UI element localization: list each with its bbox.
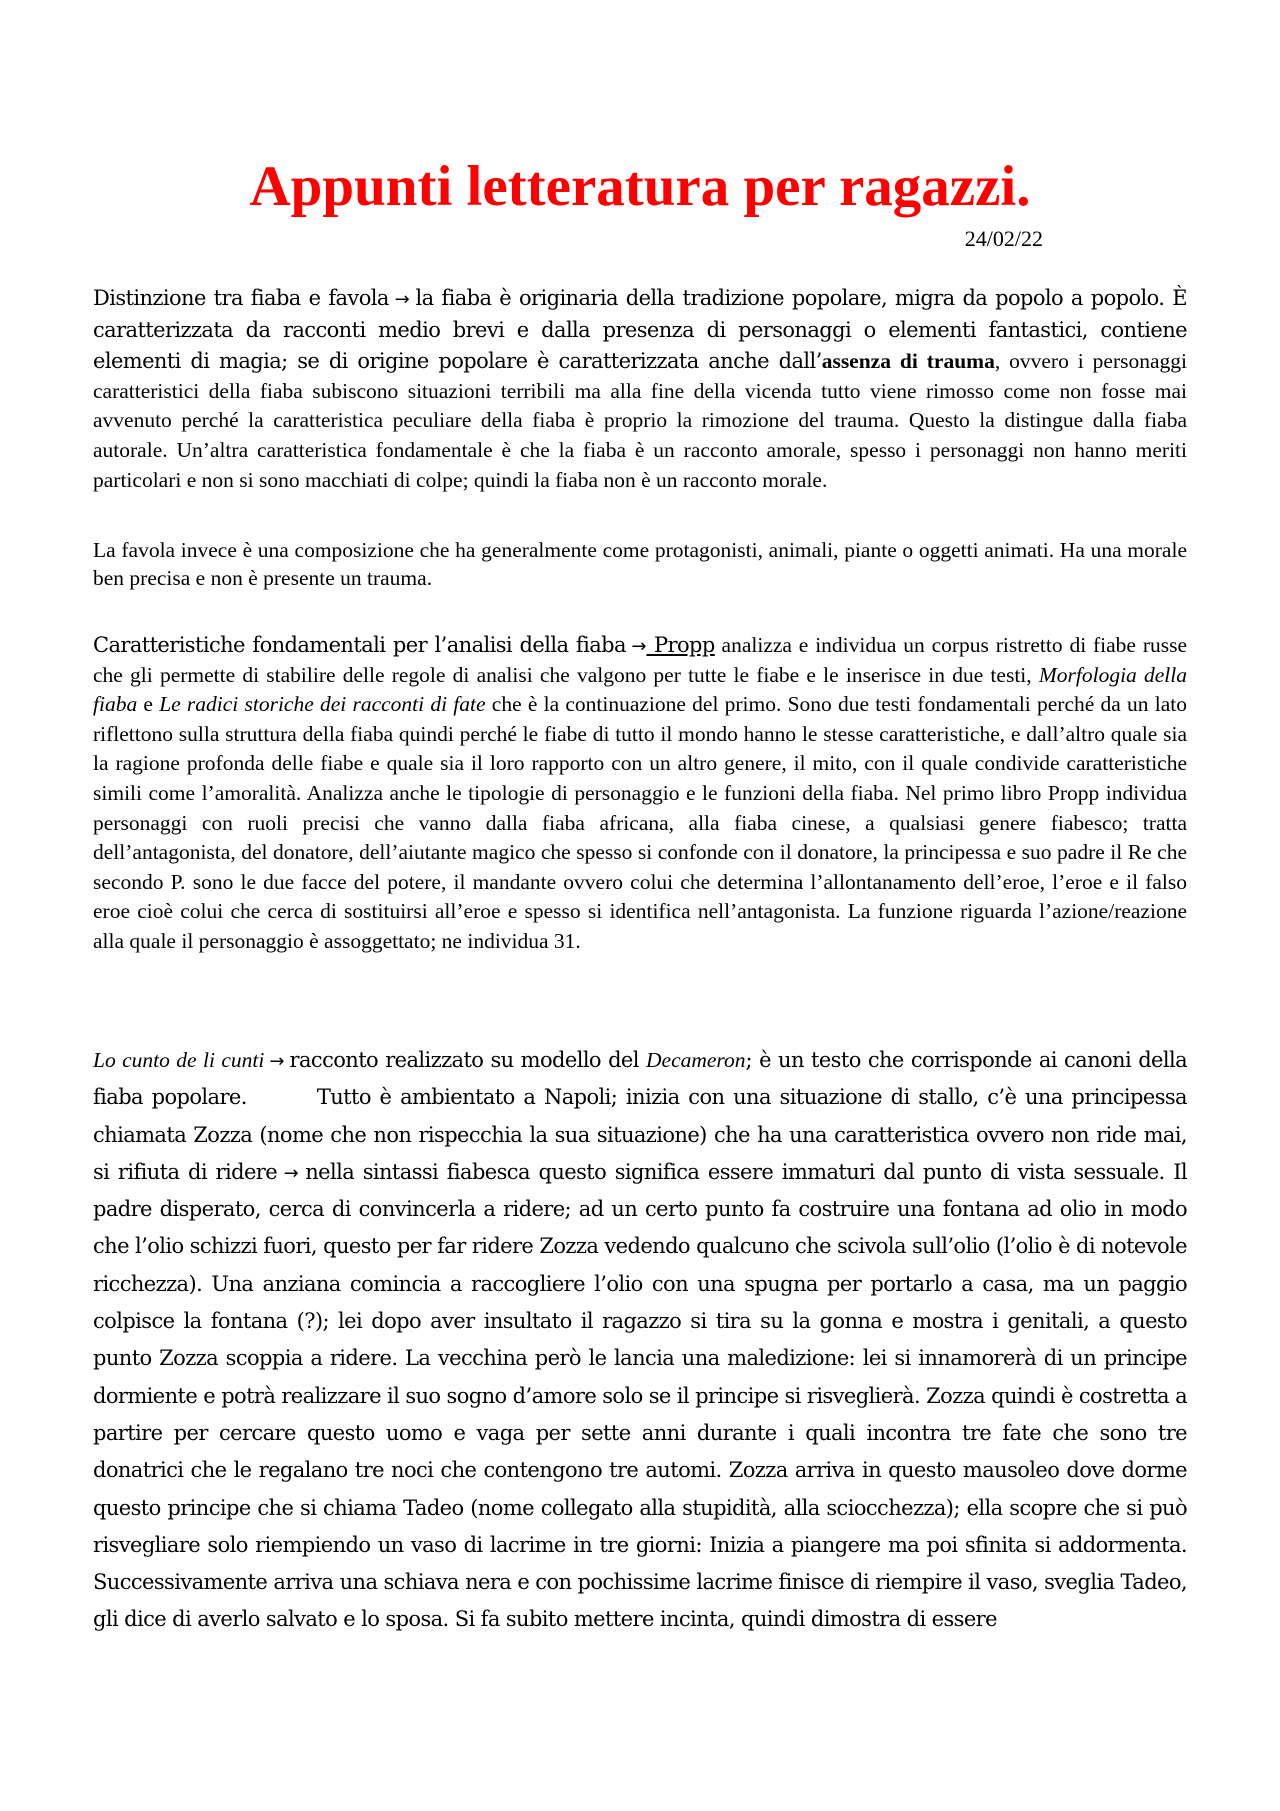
text-run: Tutto è ambientato a Napoli; inizia con una situazione di stallo, c’è una principessa chiamata Zozza (nome che non rispecchia la sua situazione) che ha una caratteristica ovvero non ride mai, si rifiuta di ridere — [93, 1085, 1187, 1184]
text-run: Caratteristiche fondamentali per l’analisi della fiaba — [93, 633, 626, 657]
arrow-icon: → — [394, 289, 410, 310]
bold-term: assenza di trauma — [821, 349, 995, 374]
book-title: Le radici storiche dei racconti di fate — [159, 692, 486, 717]
page-title: Appunti letteratura per ragazzi. — [249, 155, 1031, 218]
text-run: che è la continuazione del primo. Sono due testi fondamentali perché da un lato riflettono sulla struttura della fiaba quindi perché le fiabe di tutto il mondo hanno le stesse caratteristiche, e dall’altro quale sia la ragione profonda delle fiabe e quale sia il loro rapporto con un altro genere, il mito, con il quale condivide caratteristiche simili come l’amoralità. Analizza anche le tipologie di personaggio e le funzioni della fiaba. Nel primo libro Propp individua personaggi con ruoli precisi che vanno dalla fiaba africana, alla fiaba cinese, a qualsiasi genere fiabesco; tratta dell’antagonista, del donatore, dell’aiutante magico che spesso si confonde con il donatore, la principessa e suo padre il Re che secondo P. sono le due facce del potere, il mandante ovvero colui che determina l’allontanamento dell’eroe, l’eroe e il falso eroe cioè colui che cerca di sostituirsi all’eroe e spesso si identifica nell’antagonista. La funzione riguarda l’azione/reazione alla quale il personaggio è assoggettato; ne individua 31. — [93, 692, 1187, 953]
text-run: la fiaba è originaria della tradizione popolare, migra da popolo a popolo. È caratterizzata da racconti medio brevi e dalla presenza di personaggi o elementi fantastici, contiene elementi di magia; se di origine popolare è caratterizzata anche dall’ — [93, 286, 1187, 374]
book-title: Decameron — [646, 1048, 746, 1072]
paragraph-cunto — [93, 1043, 1187, 1640]
book-title: Morfologia della fiaba — [93, 662, 1187, 717]
date-label: 24/02/22 — [964, 226, 1043, 251]
text-run: analizza e individua un corpus ristretto di fiabe russe che gli permette di stabilire delle regole di analisi che valgono per tutte le fiabe e le inserisce in due testi, — [93, 633, 1188, 687]
paragraph-propp — [93, 632, 1187, 958]
text-run: ; è un testo che corrisponde ai canoni della fiaba popolare. — [93, 1048, 1188, 1110]
text-run: e — [137, 692, 160, 717]
text-run: nella sintassi fiabesca questo significa essere immaturi dal punto di vista sessuale. Il padre disperato, cerca di convincerla a ridere; ad un certo punto fa costruire una fontana ad olio in modo che l’olio schizzi fuori, questo per far ridere Zozza vedendo qualcuno che scivola sull’olio (l’olio è di notevole ricchezza). Una anziana comincia a raccogliere l’olio con una spugna per portarlo a casa, ma un paggio colpisce la fontana (?); lei dopo aver insultato il ragazzo si tira su la gonna e mostra i genitali, a questo punto Zozza scoppia a ridere. La vecchina però le lancia una maledizione: lei si innamorerà di un principe dormiente e potrà realizzare il suo sogno d’amore solo se il principe si risveglierà. Zozza quindi è costretta a partire per cercare questo uomo e vaga per sette anni durante i quali incontra tre fate che sono tre donatrici che le regalano tre noci che contengono tre automi. Zozza arriva in questo mausoleo dove dorme questo principe che si chiama Tadeo (nome collegato alla stupidità, alla sciocchezza); ella scopre che si può risvegliare solo riempiendo un vaso di lacrime in tre giorni: Inizia a piangere ma poi sfinita si addormenta. Successivamente arriva una schiava nera e con pochissime lacrime finisce di riempire il vaso, sveglia Tadeo, gli dice di averlo salvato e lo sposa. Si fa subito mettere incinta, quindi dimostra di essere — [93, 1159, 1188, 1632]
book-title: Lo cunto de li cunti — [93, 1048, 265, 1072]
paragraph-favola — [93, 537, 1187, 592]
arrow-icon: → — [631, 636, 647, 657]
arrow-icon: → — [269, 1051, 285, 1072]
text-run: Distinzione tra fiaba e favola — [93, 286, 389, 310]
paragraph-text — [93, 632, 1187, 958]
text-run: racconto realizzato su modello del — [289, 1048, 646, 1072]
paragraph-fiaba-favola — [93, 283, 1187, 496]
propp-link[interactable]: Propp — [646, 633, 715, 657]
paragraph-text — [93, 283, 1187, 496]
arrow-icon: → — [283, 1162, 299, 1184]
text-run: , ovvero i personaggi caratteristici della fiaba subiscono situazioni terribili ma alla fine della vicenda tutto viene rimosso come non fosse mai avvenuto perché la caratteristica peculiare della fiaba è proprio la rimozione del trauma. Questo la distingue dalla fiaba autorale. Un’altra caratteristica fondamentale è che la fiaba è un racconto amorale, spesso i personaggi non hanno meriti particolari e non si sono macchiati di colpe; quindi la fiaba non è un racconto morale. — [93, 349, 1187, 492]
paragraph-text: La favola invece è una composizione che ha generalmente come protagonisti, animali, piante o oggetti animati. Ha una morale ben precisa e non è presente un trauma. — [93, 538, 1187, 590]
paragraph-text — [93, 1043, 1187, 1640]
